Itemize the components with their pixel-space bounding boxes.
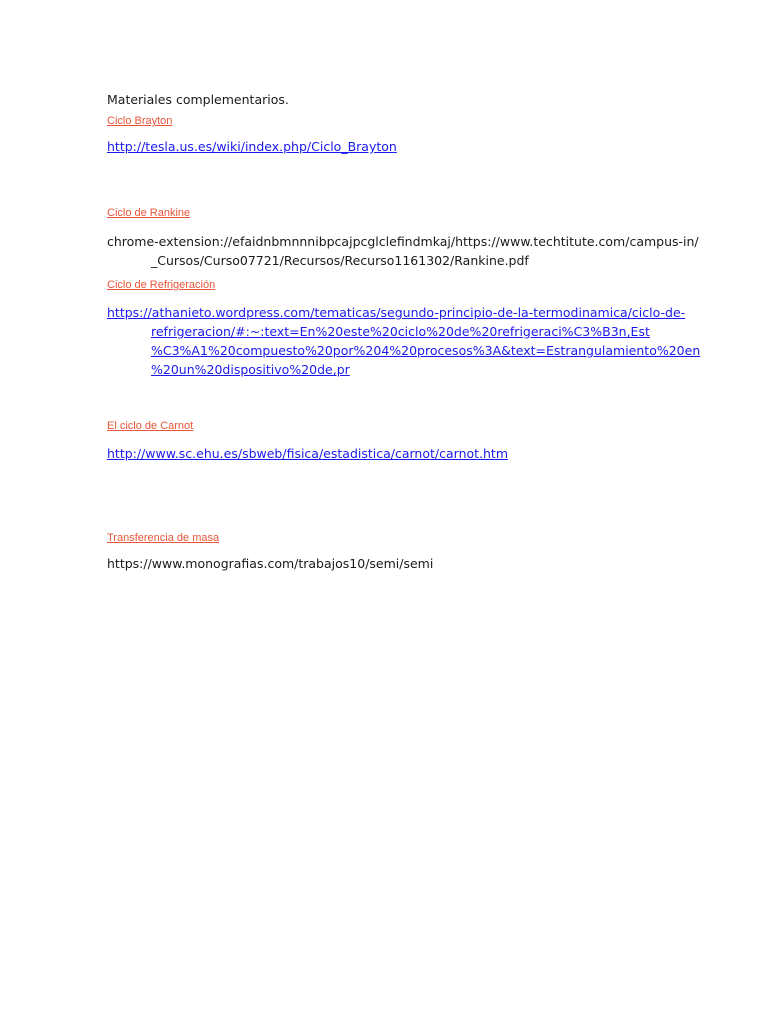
section-heading-rankine[interactable]: Ciclo de Rankine — [107, 207, 191, 219]
refrigeracion-link-paragraph — [107, 303, 701, 379]
section-heading-carnot[interactable]: El ciclo de Carnot — [107, 420, 194, 432]
transferencia-url-paragraph — [107, 554, 667, 573]
document-page — [107, 90, 701, 573]
brayton-link[interactable]: http://tesla.us.es/wiki/index.php/Ciclo_Brayton — [107, 139, 397, 154]
transferencia-url: https://www.monografias.com/trabajos10/semi/semi — [107, 556, 434, 571]
section-heading-refrigeracion[interactable]: Ciclo de Refrigeración — [107, 279, 216, 291]
section-heading-transferencia[interactable]: Transferencia de masa — [107, 532, 220, 544]
rankine-url-line-2: _Cursos/Curso07721/Recursos/Recurso1161302/Rankine.pdf — [151, 253, 529, 268]
section-rankine — [107, 206, 699, 270]
document-title: Materiales complementarios. — [107, 92, 289, 107]
section-carnot — [107, 419, 667, 463]
carnot-link[interactable]: http://www.sc.ehu.es/sbweb/fisica/estadistica/carnot/carnot.htm — [107, 446, 509, 461]
carnot-link-paragraph — [107, 444, 667, 463]
section-brayton — [107, 114, 667, 156]
refrigeracion-link-line-1[interactable]: https://athanieto.wordpress.com/tematicas/segundo-principio-de-la-termodinamica/ciclo-de- — [107, 305, 686, 320]
rankine-url-line-1: chrome-extension://efaidnbmnnnibpcajpcglclefindmkaj/https://www.techtitute.com/campus-in/ — [107, 234, 699, 249]
refrigeracion-link-line-4[interactable]: %20un%20dispositivo%20de,pr — [151, 362, 350, 377]
brayton-link-paragraph — [107, 137, 667, 156]
section-transferencia — [107, 531, 667, 573]
refrigeracion-link-line-2[interactable]: refrigeracion/#:~:text=En%20este%20ciclo%20de%20refrigeraci%C3%B3n,Est — [151, 324, 650, 339]
refrigeracion-link-line-3[interactable]: %C3%A1%20compuesto%20por%204%20procesos%3A&text=Estrangulamiento%20en — [151, 343, 701, 358]
rankine-url-paragraph — [107, 232, 699, 270]
section-refrigeracion — [107, 278, 701, 379]
section-heading-brayton[interactable]: Ciclo Brayton — [107, 115, 173, 127]
